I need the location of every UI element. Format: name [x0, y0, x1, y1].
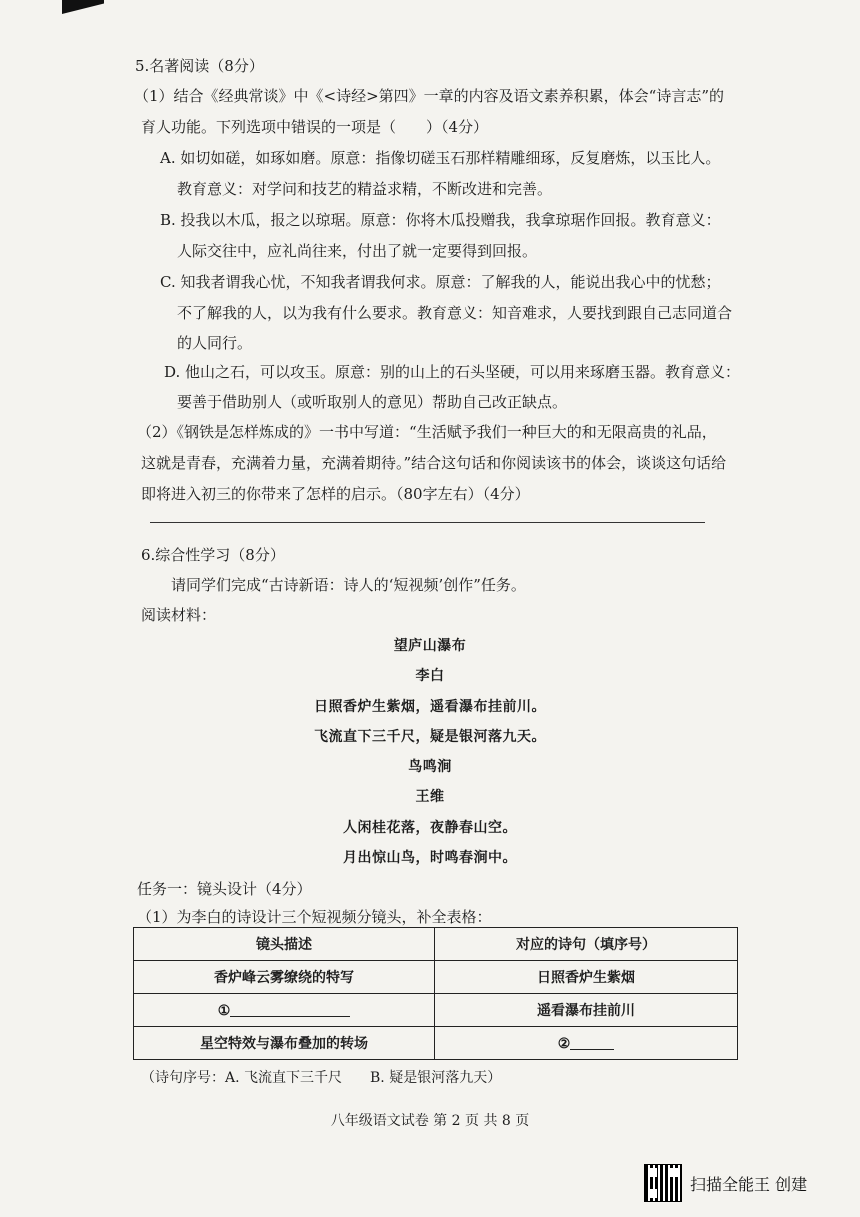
corner-mark	[62, 0, 104, 14]
option-c-line3: 的人同行。	[177, 334, 253, 352]
material-label: 阅读材料：	[141, 606, 217, 624]
blank-2[interactable]	[570, 1035, 614, 1050]
option-d-line2: 要善于借助别人（或听取别人的意见）帮助自己改正缺点。	[177, 393, 568, 411]
blank-1[interactable]	[230, 1002, 350, 1017]
poem2-line2: 月出惊山鸟，时鸣春涧中。	[343, 850, 517, 866]
q5-part1-line1: （1）结合《经典常谈》中《<诗经>第四》一章的内容及语文素养积累，体会“诗言志”的	[134, 87, 725, 105]
row3-shot: 星空特效与瀑布叠加的转场	[134, 1027, 435, 1060]
q6-title: 6.综合性学习（8分）	[141, 546, 285, 564]
poem2-title: 鸟鸣涧	[408, 759, 452, 775]
poem1-line1: 日照香炉生紫烟，遥看瀑布挂前川。	[314, 699, 546, 715]
option-b-line2: 人际交往中，应礼尚往来，付出了就一定要得到回报。	[177, 242, 538, 260]
answer-line[interactable]	[150, 522, 705, 523]
scanner-watermark-text: 扫描全能王 创建	[690, 1174, 808, 1194]
poem1-title: 望庐山瀑布	[393, 638, 467, 654]
row1-line: 日照香炉生紫烟	[435, 961, 738, 994]
option-b-line1: B. 投我以木瓜，报之以琼琚。原意：你将木瓜投赠我，我拿琼琚作回报。教育意义：	[160, 211, 721, 229]
table-row	[134, 961, 738, 994]
q5-part2-line3: 即将进入初三的你带来了怎样的启示。（80字左右）（4分）	[141, 485, 530, 503]
task1-title: 任务一：镜头设计（4分）	[137, 880, 312, 898]
option-a-line1: A. 如切如磋，如琢如磨。原意：指像切磋玉石那样精雕细琢，反复磨炼，以玉比人。	[160, 149, 721, 167]
blank-1-marker: ①	[217, 1002, 231, 1019]
row2-shot-cell	[134, 994, 435, 1027]
blank-2-marker: ②	[557, 1035, 571, 1052]
option-c-line1: C. 知我者谓我心忧，不知我者谓我何求。原意：了解我的人，能说出我心中的忧愁；	[160, 273, 721, 291]
row2-line: 遥看瀑布挂前川	[435, 994, 738, 1027]
header-line: 对应的诗句（填序号）	[435, 928, 738, 961]
poem1-line2: 飞流直下三千尺，疑是银河落九天。	[314, 729, 546, 745]
poem2-author: 王维	[415, 789, 445, 805]
q5-part2-line2: 这就是青春，充满着力量，充满着期待。”结合这句话和你阅读该书的体会，谈谈这句话给	[141, 454, 727, 472]
table-row	[134, 994, 738, 1027]
q6-intro: 请同学们完成“古诗新语：诗人的‘短视频’创作”任务。	[171, 576, 526, 594]
qr-code-icon	[644, 1164, 682, 1202]
option-d-line1: D. 他山之石，可以攻玉。原意：别的山上的石头坚硬，可以用来琢磨玉器。教育意义：	[164, 363, 741, 381]
option-c-line2: 不了解我的人，以为我有什么要求。教育意义：知音难求，人要找到跟自己志同道合	[177, 304, 733, 322]
header-shot: 镜头描述	[134, 928, 435, 961]
table-row	[134, 1027, 738, 1060]
q5-part2-line1: （2）《钢铁是怎样炼成的》一书中写道：“生活赋予我们一种巨大的和无限高贵的礼品，	[137, 423, 717, 441]
row3-line-cell	[435, 1027, 738, 1060]
poem2-line1: 人闲桂花落，夜静春山空。	[343, 820, 517, 836]
shot-table	[133, 927, 738, 1060]
q5-title: 5.名著阅读（8分）	[135, 57, 264, 75]
page-footer: 八年级语文试卷 第 2 页 共 8 页	[330, 1113, 530, 1129]
line-number-note: （诗句序号：A. 飞流直下三千尺 B. 疑是银河落九天）	[141, 1070, 502, 1086]
scanner-watermark	[644, 1165, 807, 1201]
option-a-line2: 教育意义：对学问和技艺的精益求精，不断改进和完善。	[177, 180, 553, 198]
poem1-author: 李白	[415, 668, 445, 684]
task1-question: （1）为李白的诗设计三个短视频分镜头，补全表格：	[137, 908, 492, 926]
table-header-row	[134, 928, 738, 961]
q5-part1-line2: 育人功能。下列选项中错误的一项是（ ）（4分）	[141, 118, 489, 136]
row1-shot: 香炉峰云雾缭绕的特写	[134, 961, 435, 994]
